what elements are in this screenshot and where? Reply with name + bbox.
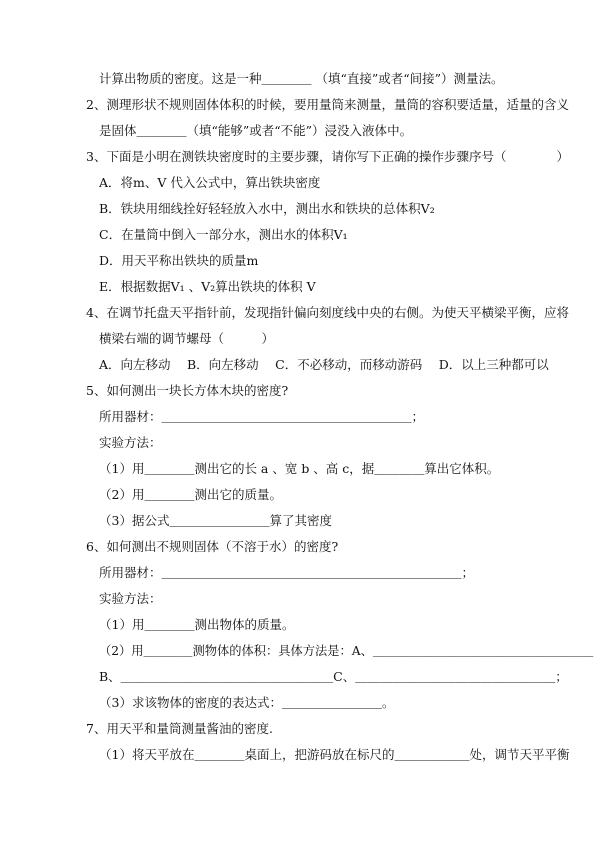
option-a: A．将m、V 代入公式中，算出铁块密度	[99, 175, 321, 190]
method-heading: 实验方法：	[99, 435, 162, 450]
option-b: B．铁块用细线拴好轻轻放入水中，测出水和铁块的总体积V₂	[99, 201, 435, 216]
option-c: C．在量筒中倒入一部分水，测出水的体积V₁	[99, 227, 348, 242]
option-e: E．根据数据V₁ 、V₂算出铁块的体积 V	[99, 279, 316, 294]
step-line: （3）据公式＿＿＿＿＿＿＿＿算了其密度	[99, 513, 332, 528]
step-line: （1）用＿＿＿＿测出物体的质量。	[99, 617, 295, 632]
step-line: （2）用＿＿＿＿测物体的体积：具体方法是：A、＿＿＿＿＿＿＿＿＿＿＿＿＿＿＿＿＿＿	[99, 644, 594, 658]
method-heading: 实验方法：	[99, 591, 162, 606]
step-line: （1）用＿＿＿＿测出它的长 a 、宽 b 、高 c，据＿＿＿＿算出它体积。	[99, 461, 500, 476]
question-7-line: 7、用天平和量筒测量酱油的密度.	[86, 721, 273, 736]
question-6-line: 6、如何测出不规则固体（不溶于水）的密度?	[86, 539, 339, 554]
option-d: D．用天平称出铁块的质量m	[99, 253, 259, 268]
step-line: B、＿＿＿＿＿＿＿＿＿＿＿＿＿＿＿＿＿C、＿＿＿＿＿＿＿＿＿＿＿＿＿＿＿＿；	[99, 669, 568, 684]
question-3-line: 3、下面是小明在测铁块密度时的主要步骤，请你写下正确的操作步骤序号（ ）	[86, 149, 569, 164]
question-5-line: 5、如何测出一块长方体木块的密度?	[86, 383, 289, 398]
step-line: （1）将天平放在＿＿＿＿桌面上，把游码放在标尺的＿＿＿＿＿＿处，调节天平平衡	[99, 747, 570, 762]
text-line: 横梁右端的调节螺母（ ）	[99, 331, 275, 346]
step-line: （3）求该物体的密度的表达式：＿＿＿＿＿＿＿＿。	[99, 695, 395, 710]
text-line: 是固体＿＿＿＿（填“能够”或者“不能”）浸没入液体中。	[99, 123, 413, 138]
text-line: 计算出物质的密度。这是一种＿＿＿＿ （填“直接”或者“间接”）测量法。	[99, 71, 504, 86]
question-2-line: 2、测理形状不规则固体体积的时候，要用量筒来测量，量筒的容积要适量，适量的含义	[86, 97, 569, 112]
question-4-options: A．向左移动 B．向左移动 C．不必移动，而移动游码 D．以上三种都可以	[99, 357, 549, 372]
equipment-line: 所用器材：＿＿＿＿＿＿＿＿＿＿＿＿＿＿＿＿＿＿＿＿；	[99, 409, 425, 424]
equipment-line: 所用器材：＿＿＿＿＿＿＿＿＿＿＿＿＿＿＿＿＿＿＿＿＿＿＿＿；	[99, 565, 475, 580]
question-4-line: 4、在调节托盘天平指针前，发现指针偏向刻度线中央的右侧。为使天平横梁平衡，应将	[86, 305, 569, 320]
step-line: （2）用＿＿＿＿测出它的质量。	[99, 487, 282, 502]
